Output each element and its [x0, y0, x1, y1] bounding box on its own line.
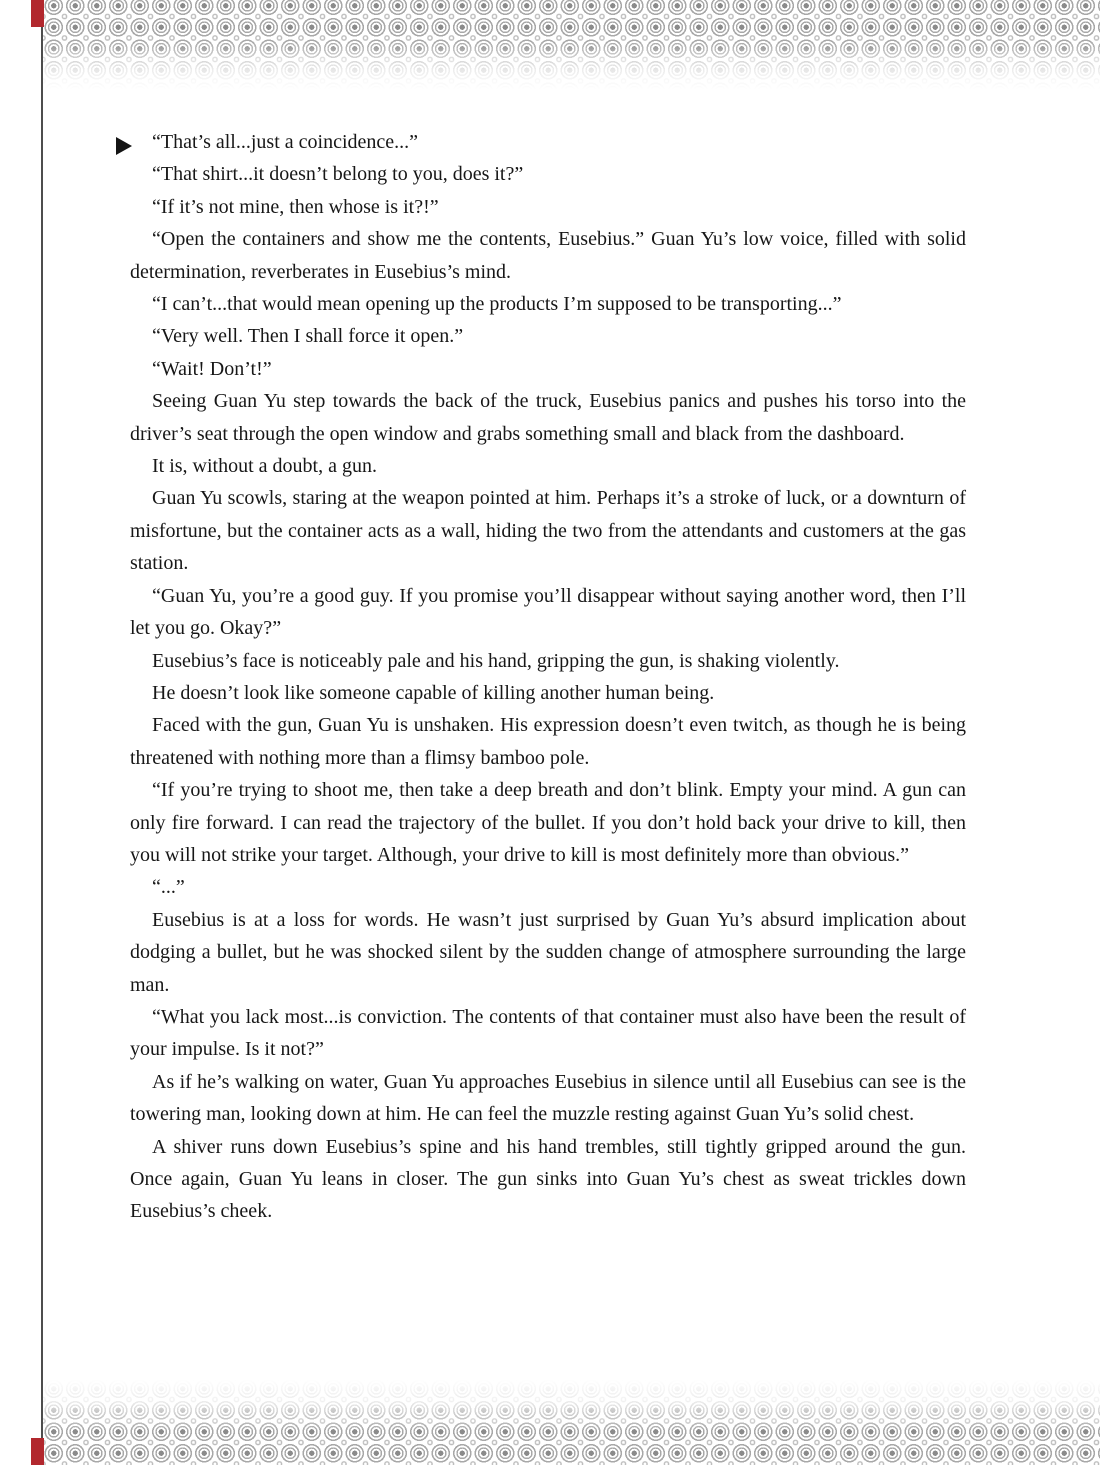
paragraph: “That’s all...just a coincidence...” — [152, 131, 419, 153]
bottom-border-pattern — [43, 1375, 1100, 1465]
bottom-pattern-fade — [43, 1375, 1100, 1465]
paragraph: Eusebius’s face is noticeably pale and his hand, gripping the gun, is shaking violently. — [152, 649, 840, 672]
page-text — [130, 126, 966, 1228]
paragraph: He doesn’t look like someone capable of killing another human being. — [152, 681, 715, 704]
paragraph: Eusebius is at a loss for words. He wasn’t just surprised by Guan Yu’s absurd implication about dodging a bullet, but he was shocked silent by the sudden change of atmosphere surrounding the large man. — [130, 908, 966, 996]
page-edge-line — [41, 0, 43, 1465]
paragraph: Guan Yu scowls, staring at the weapon pointed at him. Perhaps it’s a stroke of luck, or a downturn of misfortune, but the container acts as a wall, hiding the two from the attendants and customers at the gas station. — [130, 487, 966, 575]
paragraph: “Guan Yu, you’re a good guy. If you promise you’ll disappear without saying another word, then I’ll let you go. Okay?” — [130, 584, 966, 640]
bottom-left-red-mark — [31, 1438, 44, 1465]
paragraph: A shiver runs down Eusebius’s spine and his hand trembles, still tightly gripped around the gun. Once again, Guan Yu leans in closer. The gun sinks into Guan Yu’s chest as sweat trickles down Eusebius’s cheek. — [130, 1135, 966, 1223]
paragraph: “Open the containers and show me the contents, Eusebius.” Guan Yu’s low voice, filled with solid determination, reverberates in Eusebius’s mind. — [130, 228, 966, 283]
top-pattern-fade — [43, 0, 1100, 96]
paragraph: Faced with the gun, Guan Yu is unshaken. His expression doesn’t even twitch, as though he is being threatened with nothing more than a flimsy bamboo pole. — [130, 714, 966, 769]
paragraph: “...” — [152, 876, 185, 899]
paragraph: “That shirt...it doesn’t belong to you, does it?” — [152, 163, 524, 186]
paragraph: “I can’t...that would mean opening up the products I’m supposed to be transporting...” — [152, 293, 842, 316]
paragraph: “If you’re trying to shoot me, then take a deep breath and don’t blink. Empty your mind. A gun can only fire forward. I can read the trajectory of the bullet. If you don’t hold back your drive to kill, then you will not strike your target. Although, your drive to kill is most definitely more than obvious.” — [130, 779, 966, 866]
paragraph: Seeing Guan Yu step towards the back of the truck, Eusebius panics and pushes his torso into the driver’s seat through the open window and grabs something small and black from the dashboard. — [130, 390, 966, 445]
paragraph: “Wait! Don’t!” — [152, 357, 272, 380]
paragraph: “Very well. Then I shall force it open.” — [152, 325, 464, 348]
top-left-red-mark — [31, 0, 44, 27]
paragraph: It is, without a doubt, a gun. — [152, 455, 377, 478]
paragraph: “What you lack most...is conviction. The contents of that container must also have been the result of your impulse. Is it not?” — [130, 1005, 966, 1061]
paragraph: As if he’s walking on water, Guan Yu approaches Eusebius in silence until all Eusebius can see is the towering man, looking down at him. He can feel the muzzle resting against Guan Yu’s solid chest. — [130, 1070, 966, 1126]
top-border-pattern — [43, 0, 1100, 96]
paragraph: “If it’s not mine, then whose is it?!” — [152, 195, 439, 218]
